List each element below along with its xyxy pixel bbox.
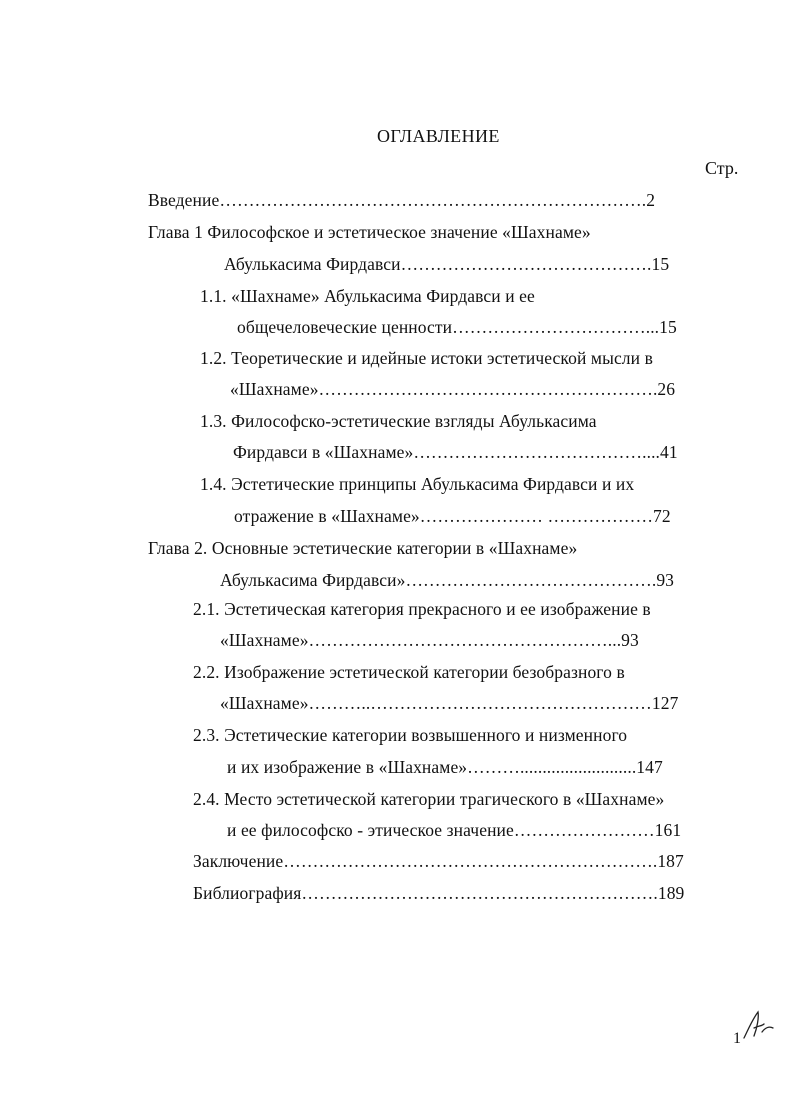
toc-entry-1-1-cont: общечеловеческие ценности……………………………...15 <box>237 317 677 337</box>
toc-entry-2-2-cont: «Шахнаме»………..…………………………………………127 <box>220 693 679 713</box>
toc-entry-conclusion: Заключение……………………………………………………….187 <box>193 851 684 871</box>
toc-entry-bibliography: Библиография…………………………………………………….189 <box>193 883 685 903</box>
toc-entry-2-4-cont: и ее философско - этическое значение……………………161 <box>227 820 682 840</box>
toc-entry-2-4-title: 2.4. Место эстетической категории трагического в «Шахнаме» <box>193 789 665 809</box>
toc-entry-2-1-title: 2.1. Эстетическая категория прекрасного и ее изображение в <box>193 599 651 619</box>
toc-entry-1-3-cont: Фирдавси в «Шахнаме»…………………………………....41 <box>233 442 678 462</box>
toc-entry-2-1-cont: «Шахнаме»……………………………………………...93 <box>220 630 639 650</box>
toc-entry-2-2-title: 2.2. Изображение эстетической категории безобразного в <box>193 662 625 682</box>
toc-entry-1-4-title: 1.4. Эстетические принципы Абулькасима Фирдавси и их <box>200 474 635 494</box>
toc-entry-1-2-title: 1.2. Теоретические и идейные истоки эстетической мысли в <box>200 348 653 368</box>
page-title: ОГЛАВЛЕНИЕ <box>377 126 500 146</box>
page-number: 1 <box>733 1030 741 1047</box>
toc-entry-1-3-title: 1.3. Философско-эстетические взгляды Абулькасима <box>200 411 597 431</box>
page-column-label: Стр. <box>705 158 739 178</box>
toc-entry-ch1-title: Глава 1 Философское и эстетическое значение «Шахнаме» <box>148 222 591 242</box>
toc-entry-1-1-title: 1.1. «Шахнаме» Абулькасима Фирдавси и ее <box>200 286 535 306</box>
toc-entry-2-3-cont: и их изображение в «Шахнаме»………..........................147 <box>227 757 663 777</box>
toc-entry-1-2-cont: «Шахнаме»………………………………………………….26 <box>230 379 676 399</box>
toc-entry-ch2-title: Глава 2. Основные эстетические категории в «Шахнаме» <box>148 538 578 558</box>
toc-entry-2-3-title: 2.3. Эстетические категории возвышенного и низменного <box>193 725 628 745</box>
toc-entry-ch1-cont: Абулькасима Фирдавси…………………………………….15 <box>224 254 670 274</box>
toc-entry-1-4-cont: отражение в «Шахнаме»………………… ………………72 <box>234 506 671 526</box>
signature-mark <box>740 1008 776 1042</box>
toc-entry-intro: Введение……………………………………………………………….2 <box>148 190 656 210</box>
toc-entry-ch2-cont: Абулькасима Фирдавси»…………………………………….93 <box>220 570 675 590</box>
